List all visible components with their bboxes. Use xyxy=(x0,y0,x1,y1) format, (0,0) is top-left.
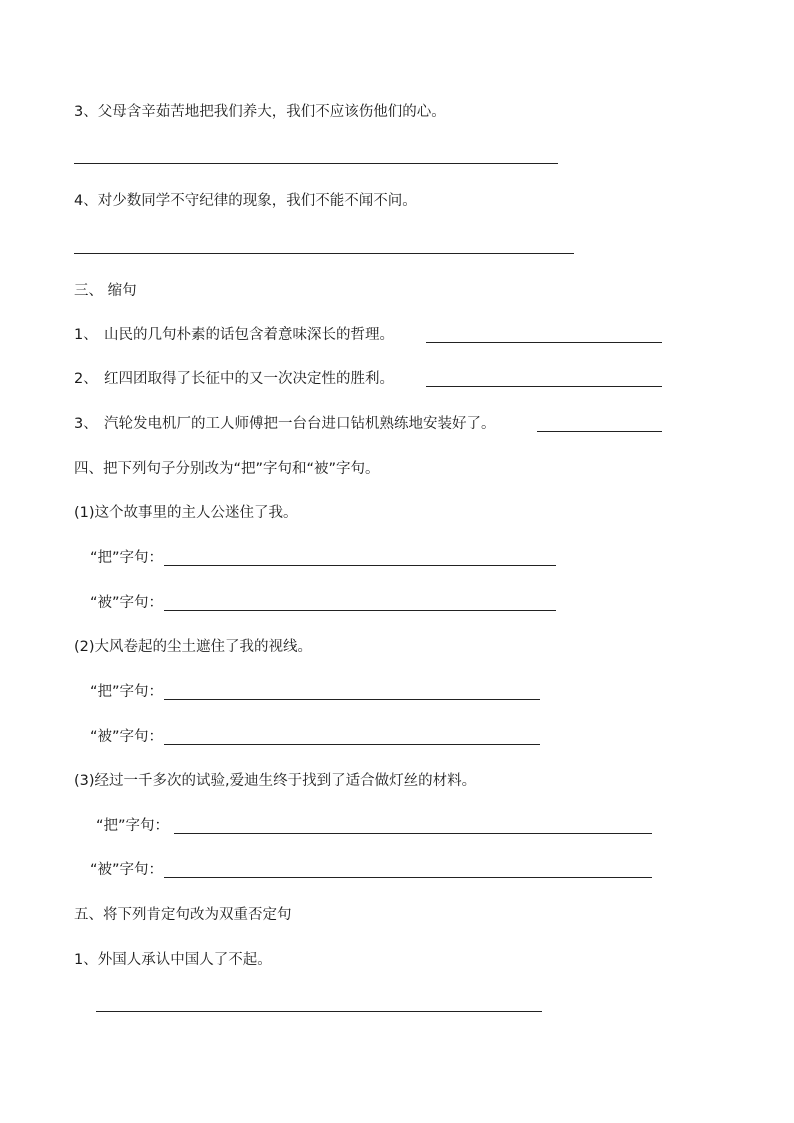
section-3-item-3-number: 3、 xyxy=(74,416,98,432)
section-5-title: 五、将下列肯定句改为双重否定句 xyxy=(74,907,292,923)
section-3-item-2-number: 2、 xyxy=(74,371,98,387)
answer-line-s3-3[interactable] xyxy=(537,431,662,432)
section-4-item-3: (3)经过一千多次的试验,爱迪生终于找到了适合做灯丝的材料。 xyxy=(74,773,477,789)
answer-line-s4-3-bei[interactable] xyxy=(164,877,652,878)
section-4-item-3-ba-label: “把”字句： xyxy=(96,818,170,834)
question-4: 4、对少数同学不守纪律的现象，我们不能不闻不问。 xyxy=(74,193,417,209)
question-3: 3、父母含辛茹苦地把我们养大，我们不应该伤他们的心。 xyxy=(74,104,446,120)
section-3-item-1-text: 山民的几句朴素的话包含着意味深长的哲理。 xyxy=(104,327,394,343)
section-3-item-2-text: 红四团取得了长征中的又一次决定性的胜利。 xyxy=(104,371,394,387)
section-3-item-1-number: 1、 xyxy=(74,327,98,343)
section-4-item-3-bei-label: “被”字句： xyxy=(90,862,164,878)
section-4-item-2-ba-label: “把”字句： xyxy=(90,684,164,700)
answer-line-q3[interactable] xyxy=(74,163,558,164)
section-4-item-1-ba-label: “把”字句： xyxy=(90,550,164,566)
answer-line-s5-1[interactable] xyxy=(96,1011,542,1012)
answer-line-s3-2[interactable] xyxy=(426,386,662,387)
answer-line-s4-3-ba[interactable] xyxy=(174,833,652,834)
section-3-title: 三、 缩句 xyxy=(74,283,137,299)
answer-line-s4-2-ba[interactable] xyxy=(164,699,540,700)
answer-line-s3-1[interactable] xyxy=(426,342,662,343)
answer-line-s4-1-bei[interactable] xyxy=(164,610,556,611)
answer-line-q4[interactable] xyxy=(74,253,574,254)
section-4-item-2: (2)大风卷起的尘土遮住了我的视线。 xyxy=(74,639,313,655)
answer-line-s4-1-ba[interactable] xyxy=(164,565,556,566)
section-4-item-1: (1)这个故事里的主人公迷住了我。 xyxy=(74,505,298,521)
section-3-item-3-text: 汽轮发电机厂的工人师傅把一台台进口钻机熟练地安装好了。 xyxy=(104,416,496,432)
answer-line-s4-2-bei[interactable] xyxy=(164,744,540,745)
section-5-item-1: 1、外国人承认中国人了不起。 xyxy=(74,952,272,968)
section-4-item-1-bei-label: “被”字句： xyxy=(90,595,164,611)
section-4-item-2-bei-label: “被”字句： xyxy=(90,729,164,745)
section-4-title: 四、把下列句子分别改为“把”字句和“被”字句。 xyxy=(74,461,380,477)
